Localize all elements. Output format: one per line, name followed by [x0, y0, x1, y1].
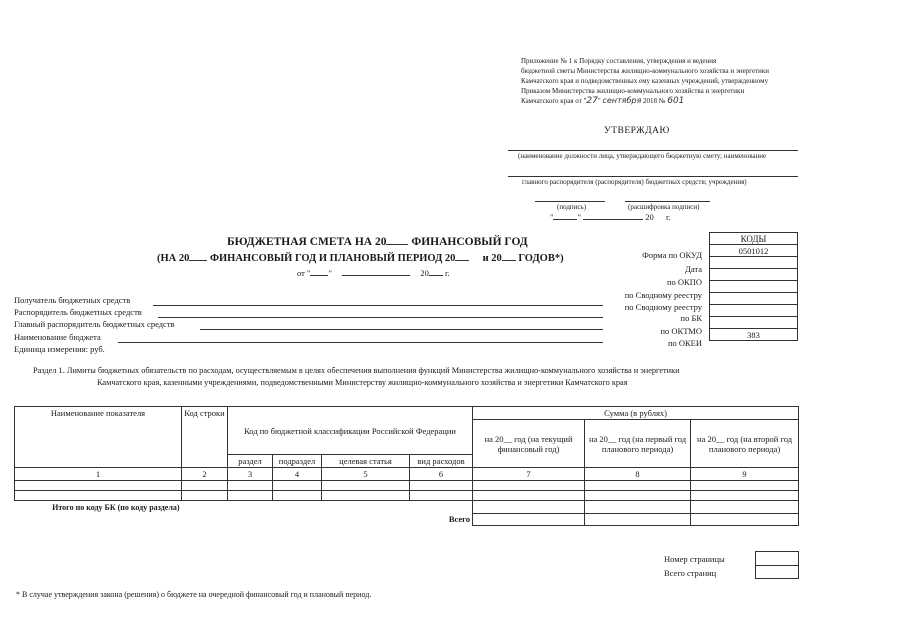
approval-note-prefix: Камчатского края от " — [521, 97, 587, 105]
doc-title-tail: ФИНАНСОВЫЙ ГОД — [411, 236, 528, 248]
code-label-date: Дата — [685, 264, 702, 274]
field-recipient-line — [153, 305, 603, 306]
code-registry-1 — [710, 281, 798, 293]
field-unit: Единица измерения: руб. — [14, 344, 105, 354]
approve-date-q2: " — [577, 212, 581, 222]
code-okpo — [710, 269, 798, 281]
doc-date-from: от " — [297, 268, 311, 278]
code-oktmo — [710, 317, 798, 329]
doc-title-line2 — [157, 253, 564, 264]
col-num-4: 4 — [273, 468, 322, 481]
col-sum-header: Сумма (в рублях) — [473, 407, 799, 420]
field-manager: Распорядитель бюджетных средств — [14, 307, 142, 317]
code-label-registry-2: по Сводному реестру — [624, 302, 702, 312]
doc-date — [297, 268, 450, 278]
doc-date-year: 20 — [420, 268, 429, 278]
field-budget-line — [118, 342, 603, 343]
handwritten-number: 601 — [667, 96, 685, 106]
code-label-registry-1: по Сводному реестру — [624, 290, 702, 300]
title2-b: ФИНАНСОВЫЙ ГОД И ПЛАНОВЫЙ ПЕРИОД 20 — [210, 253, 456, 264]
code-registry-2 — [710, 293, 798, 305]
approve-title: УТВЕРЖДАЮ — [604, 126, 670, 136]
section-line1: Раздел 1. Лимиты бюджетных обязательств по расходам, осуществляемым в целях обеспечения выполнения функций Министерства жилищно-коммунального хозяйства и энергетики — [33, 366, 680, 375]
field-chief-line — [200, 329, 603, 330]
col-num-8: 8 — [585, 468, 691, 481]
approve-date-year: 20 — [645, 212, 654, 222]
code-okei: 383 — [710, 329, 798, 341]
col-name-header: Наименование показателя — [15, 407, 182, 468]
col-target-header: целевая статья — [322, 455, 410, 468]
code-label-bk: по БК — [680, 313, 702, 323]
total-bk-label: Итого по коду БК (по коду раздела) — [52, 503, 180, 512]
approval-note-line1: Приложение № 1 к Порядку составления, утверждения и ведения — [521, 57, 717, 65]
approve-date-g: г. — [665, 212, 671, 222]
codes-header: КОДЫ — [710, 233, 798, 245]
table-row — [15, 491, 799, 501]
approve-date-q1: " — [550, 212, 554, 222]
field-chief: Главный распорядитель бюджетных средств — [14, 319, 175, 329]
col-num-1: 1 — [15, 468, 182, 481]
code-label-okud: Форма по ОКУД — [642, 250, 702, 260]
handwritten-day: 27 — [586, 96, 598, 106]
sign-caption: (подпись) — [557, 203, 587, 211]
section-line2: Камчатского края, казенными учреждениями, подведомственными Министерству жилищно-коммунального хозяйства и энергетики Камчатского края — [97, 378, 628, 387]
limits-table — [14, 406, 799, 526]
col-year1-header: на 20__ год (на текущий финансовый год) — [473, 420, 585, 468]
title2-c: и 20 — [482, 253, 502, 264]
footnote: * В случае утверждения закона (решения) о бюджете на очередной финансовый год и плановый период. — [16, 590, 372, 599]
page-number-label: Номер страницы — [664, 554, 725, 564]
col-bk-header: Код по бюджетной классификации Российской Федерации — [228, 407, 473, 455]
approval-note-quote: " — [597, 97, 601, 105]
decode-caption: (расшифровка подписи) — [628, 203, 700, 211]
col-year2-header: на 20__ год (на первый год планового периода) — [585, 420, 691, 468]
approve-caption-2: главного распорядителя (распорядителя) бюджетных средств; учреждения) — [522, 178, 747, 186]
code-bk — [710, 305, 798, 317]
handwritten-month: сентября — [602, 96, 642, 105]
doc-date-q: " — [328, 268, 332, 278]
approval-note-line4: Приказом Министерства жилищно-коммунального хозяйства и энергетики — [521, 87, 745, 95]
field-budget: Наименование бюджета — [14, 332, 101, 342]
col-num-2: 2 — [182, 468, 228, 481]
doc-title-text: БЮДЖЕТНАЯ СМЕТА НА 20 — [227, 236, 387, 248]
approval-note-line5 — [521, 96, 684, 106]
code-label-okei: по ОКЕИ — [667, 338, 702, 348]
col-num-9: 9 — [691, 468, 799, 481]
col-num-6: 6 — [410, 468, 473, 481]
table-row-total-bk — [15, 501, 799, 514]
approval-note-year: 2018 № — [643, 97, 666, 105]
col-type-header: вид расходов — [410, 455, 473, 468]
approval-note-line3: Камчатского края и подведомственных ему казенных учреждений, утвержденному — [521, 77, 769, 85]
codes-table — [709, 232, 798, 341]
col-subsection-header: подраздел — [273, 455, 322, 468]
page-total-label: Всего страниц — [664, 568, 717, 578]
table-row-total — [15, 513, 799, 525]
code-date — [710, 257, 798, 269]
col-section-header: раздел — [228, 455, 273, 468]
code-okud: 0501012 — [710, 245, 798, 257]
title2-d: ГОДОВ*) — [518, 253, 564, 264]
page-total-box — [755, 565, 799, 579]
table-row — [15, 481, 799, 491]
doc-title-line1 — [227, 236, 528, 248]
field-recipient: Получатель бюджетных средств — [14, 295, 131, 305]
title2-a: (НА 20 — [157, 253, 190, 264]
total-label: Всего — [448, 514, 471, 524]
col-num-5: 5 — [322, 468, 410, 481]
col-num-7: 7 — [473, 468, 585, 481]
col-code-header: Код строки — [182, 407, 228, 468]
doc-date-g: г. — [444, 268, 450, 278]
approve-caption-1: (наименование должности лица, утверждающего бюджетную смету; наименование — [518, 152, 767, 160]
code-label-oktmo: по ОКТМО — [660, 326, 702, 336]
code-label-okpo: по ОКПО — [666, 277, 702, 287]
approve-date — [550, 212, 671, 222]
col-num-3: 3 — [228, 468, 273, 481]
field-manager-line — [158, 317, 603, 318]
approval-note-line2: бюджетной сметы Министерства жилищно-коммунального хозяйства и энергетики — [521, 67, 770, 75]
page-number-box — [755, 551, 799, 566]
col-year3-header: на 20__ год (на второй год планового периода) — [691, 420, 799, 468]
